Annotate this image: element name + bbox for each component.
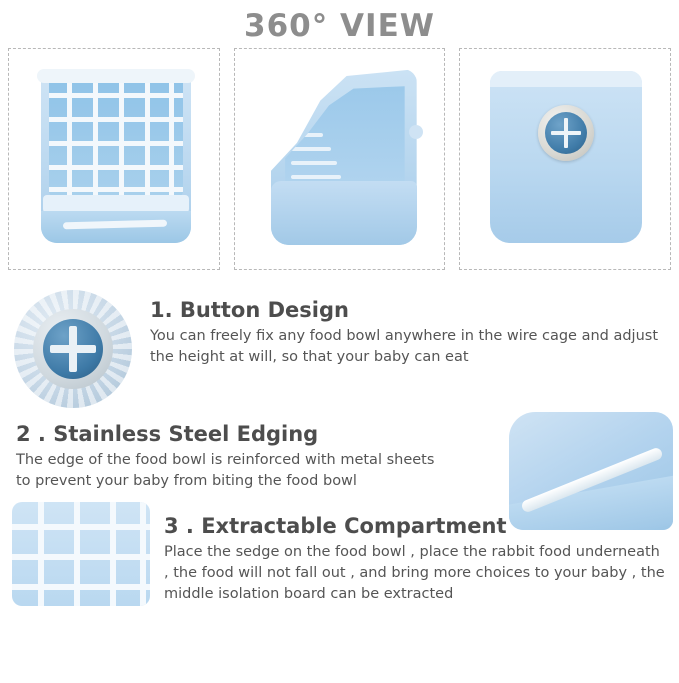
feature-2-body-line2: to prevent your baby from biting the food bowl bbox=[16, 473, 357, 490]
bowl-top-rim bbox=[37, 69, 195, 83]
page-title: 360° VIEW bbox=[244, 8, 435, 44]
bowl-front-lip bbox=[271, 181, 417, 245]
feature-stainless-steel-edging bbox=[0, 408, 679, 492]
product-side-image bbox=[271, 69, 417, 245]
feature-3-body: Place the sedge on the food bowl , place the rabbit food underneath , the food will not fall out , and bring more choices to your baby , the middle isolation board can be extracted bbox=[164, 544, 665, 603]
feature-1-body: You can freely fix any food bowl anywhere in the wire cage and adjust the height at will, so that your baby can eat bbox=[150, 328, 659, 366]
feature-extractable-compartment bbox=[0, 492, 679, 606]
feature-list bbox=[0, 270, 679, 606]
bowl-inner-grid bbox=[49, 77, 183, 197]
bowl-back-rim bbox=[490, 71, 642, 87]
mounting-button-icon bbox=[538, 105, 594, 161]
product-back-image bbox=[490, 71, 642, 243]
feature-1-text bbox=[150, 298, 667, 368]
product-view-panels bbox=[0, 48, 679, 270]
feature-2-text bbox=[16, 422, 516, 492]
bowl-side-knob bbox=[409, 125, 423, 139]
feature-1-heading: 1. Button Design bbox=[150, 298, 349, 322]
panel-front-view bbox=[8, 48, 220, 270]
panel-back-view bbox=[459, 48, 671, 270]
feature-3-text bbox=[164, 514, 669, 605]
feature-button-design bbox=[0, 278, 679, 408]
feature-2-heading: 2 . Stainless Steel Edging bbox=[16, 422, 319, 446]
wire-grid-closeup-image bbox=[12, 502, 150, 606]
product-front-image bbox=[41, 71, 191, 243]
feature-2-body-line1: The edge of the food bowl is reinforced with metal sheets bbox=[16, 452, 435, 468]
panel-side-view bbox=[234, 48, 446, 270]
button-closeup-icon bbox=[14, 290, 132, 408]
feature-3-heading: 3 . Extractable Compartment bbox=[164, 514, 507, 539]
